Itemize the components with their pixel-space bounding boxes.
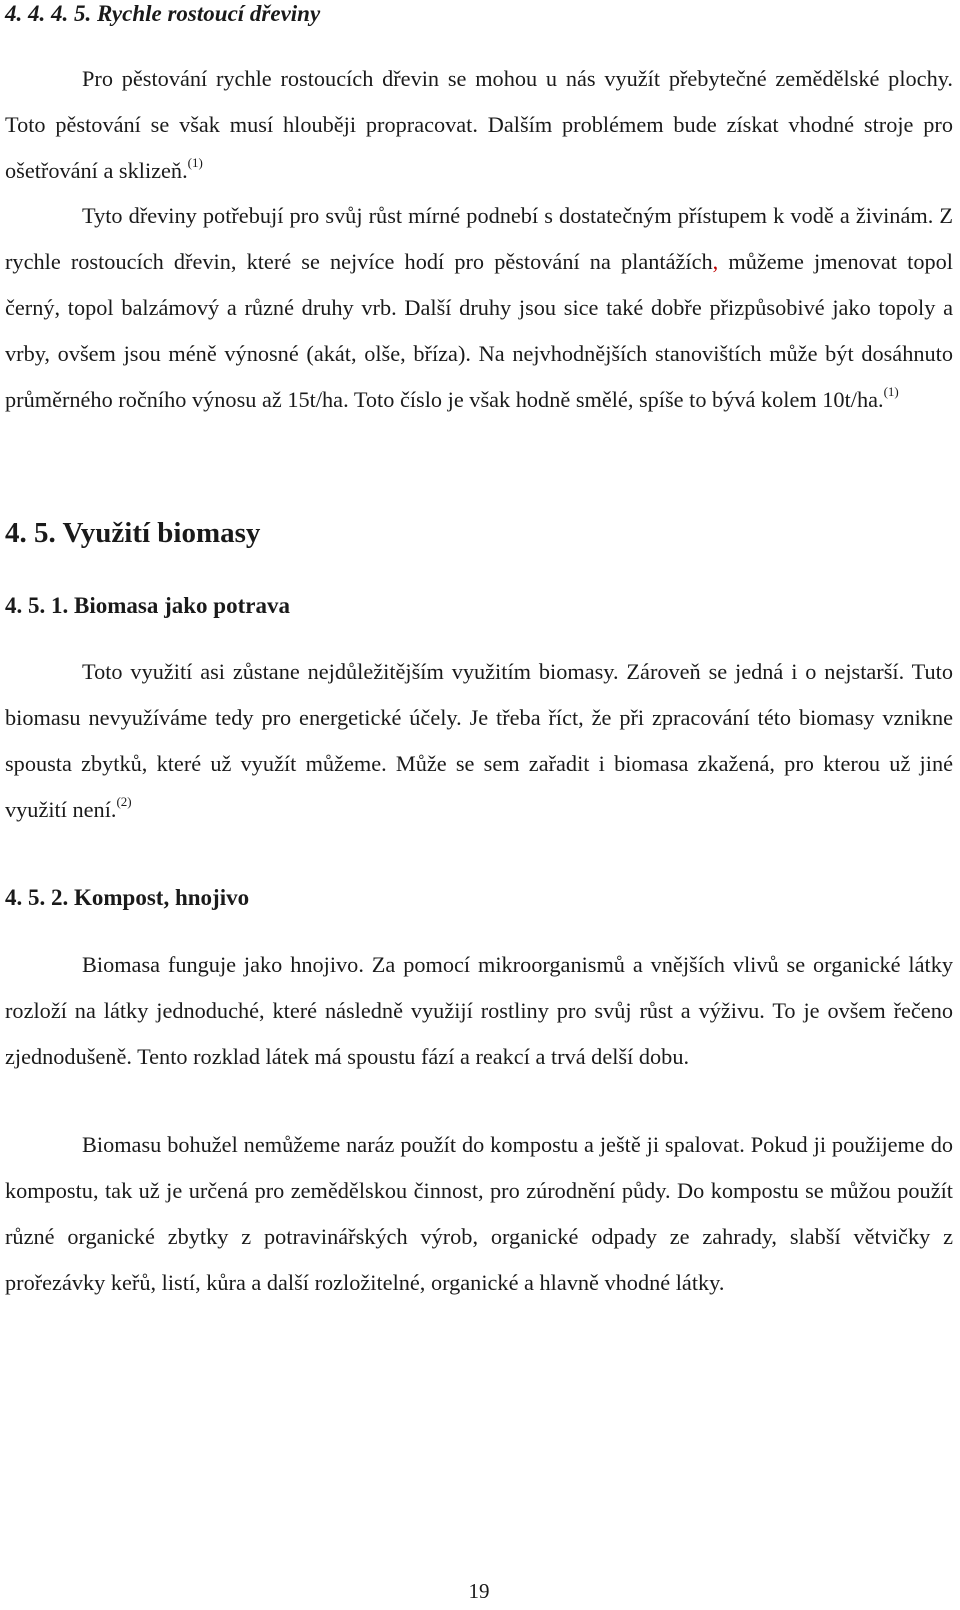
paragraph-text: Biomasa funguje jako hnojivo. Za pomocí mikroorganismů a vnějších vlivů se organické látky rozloží na látky jednoduché, které následně využijí rostliny pro svůj růst a výživu. To je ovšem řečeno zjednodušeně. Tento rozklad látek má spoustu fází a reakcí a trvá delší dobu.	[5, 952, 953, 1069]
document-page	[5, 0, 953, 1610]
section-heading-4-5: 4. 5. Využití biomasy	[5, 517, 261, 549]
paragraph-kompost-1	[5, 942, 953, 1080]
paragraph-rychle-rostouci-2	[5, 193, 953, 423]
section-heading-4-5-2: 4. 5. 2. Kompost, hnojivo	[5, 885, 250, 910]
page-number: 19	[468, 1579, 490, 1603]
paragraph-biomasa-potrava	[5, 649, 953, 833]
paragraph-text-continued: můžeme jmenovat topol černý, topol balzámový a různé druhy vrb. Další druhy jsou sice také dobře přizpůsobivé jako topoly a vrby, ovšem jsou méně výnosné (akát, olše, bříza). Na nejvhodnějších stanovištích může být dosáhnuto průměrného ročního výnosu až 15t/ha. Toto číslo je však hodně smělé, spíše to bývá kolem 10t/ha.	[5, 249, 953, 412]
paragraph-text: Pro pěstování rychle rostoucích dřevin se mohou u nás využít přebytečné zemědělské plochy. Toto pěstování se však musí hlouběji propracovat. Dalším problémem bude získat vhodné stroje pro ošetřování a sklizeň.	[5, 66, 953, 183]
citation-ref: (1)	[883, 384, 899, 399]
paragraph-text: Tyto dřeviny potřebují pro svůj růst mírné podnebí s dostatečným přístupem k vodě a živinám. Z rychle rostoucích dřevin, které se nejvíce hodí pro pěstování na plantážích	[5, 203, 953, 274]
paragraph-text: Biomasu bohužel nemůžeme naráz použít do kompostu a ještě ji spalovat. Pokud ji použijeme do kompostu, tak už je určená pro zemědělskou činnost, pro zúrodnění půdy. Do kompostu se můžou použít různé organické zbytky z potravinářských výrob, organické odpady ze zahrady, slabší větvičky z prořezávky keřů, listí, kůra a další rozložitelné, organické a hlavně vhodné látky.	[5, 1132, 953, 1295]
paragraph-text: Toto využití asi zůstane nejdůležitějším využitím biomasy. Zároveň se jedná i o nejstarší. Tuto biomasu nevyužíváme tedy pro energetické účely. Je třeba říct, že při zpracování této biomasy vznikne spousta zbytků, které už využít můžeme. Může se sem zařadit i biomasa zkažená, pro kterou už jiné využití není.	[5, 659, 953, 822]
paragraph-kompost-2	[5, 1122, 953, 1306]
section-heading-4-4-4-5: 4. 4. 4. 5. Rychle rostoucí dřeviny	[5, 1, 321, 26]
citation-ref: (2)	[116, 794, 132, 809]
section-heading-4-5-1: 4. 5. 1. Biomasa jako potrava	[5, 593, 290, 618]
citation-ref: (1)	[187, 155, 203, 170]
highlighted-comma: ,	[712, 249, 719, 274]
paragraph-rychle-rostouci-1	[5, 56, 953, 194]
